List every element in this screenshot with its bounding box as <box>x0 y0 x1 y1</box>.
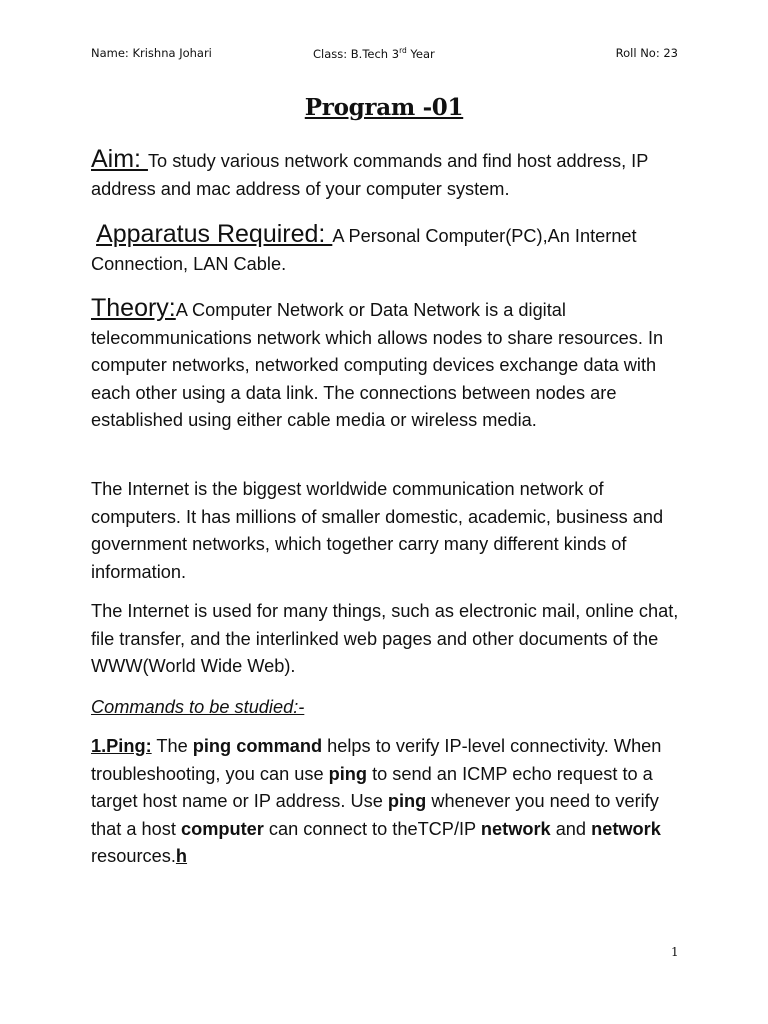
roll-number: Roll No: 23 <box>615 46 678 60</box>
ping-section: 1.Ping: The ping command helps to verify IP-level connectivity. When troubleshooting, you can use ping to send an ICMP echo request to a target host name or IP address. Use ping whenever you need to verify that a host computer can connect to theTCP/IP network and network resources.h <box>91 736 662 866</box>
apparatus-text: A Personal Computer(PC),An Internet Connection, LAN Cable. <box>91 226 637 274</box>
aim-section <box>91 146 691 203</box>
ping-label: 1.Ping: <box>91 736 152 756</box>
internet-paragraph-1: The Internet is the biggest worldwide communication network of computers. It has millions of smaller domestic, academic, business and government networks, which together carry many different kinds of information. <box>91 479 664 582</box>
aim-text: To study various network commands and find host address, IP address and mac address of your computer system. <box>91 151 649 199</box>
theory-section <box>91 295 691 435</box>
aim-heading: Aim: <box>91 145 148 173</box>
apparatus-section <box>91 221 691 278</box>
apparatus-heading: Apparatus Required: <box>96 220 333 248</box>
student-class: Class: B.Tech 3rd Year <box>313 46 435 61</box>
page-header <box>91 46 678 66</box>
commands-heading: Commands to be studied:- <box>91 697 305 717</box>
internet-paragraph-2: The Internet is used for many things, such as electronic mail, online chat, file transfer, and the interlinked web pages and other documents of the WWW(World Wide Web). <box>91 601 679 676</box>
student-name: Name: Krishna Johari <box>91 46 212 60</box>
theory-heading: Theory: <box>91 294 176 322</box>
page-title: Program -01 <box>304 94 464 121</box>
theory-text: A Computer Network or Data Network is a digital telecommunications network which allows nodes to share resources. In computer networks, networked computing devices exchange data with each other using a data link. The connections between nodes are established using either cable media or wireless media. <box>91 300 664 430</box>
page-number: 1 <box>671 945 679 959</box>
